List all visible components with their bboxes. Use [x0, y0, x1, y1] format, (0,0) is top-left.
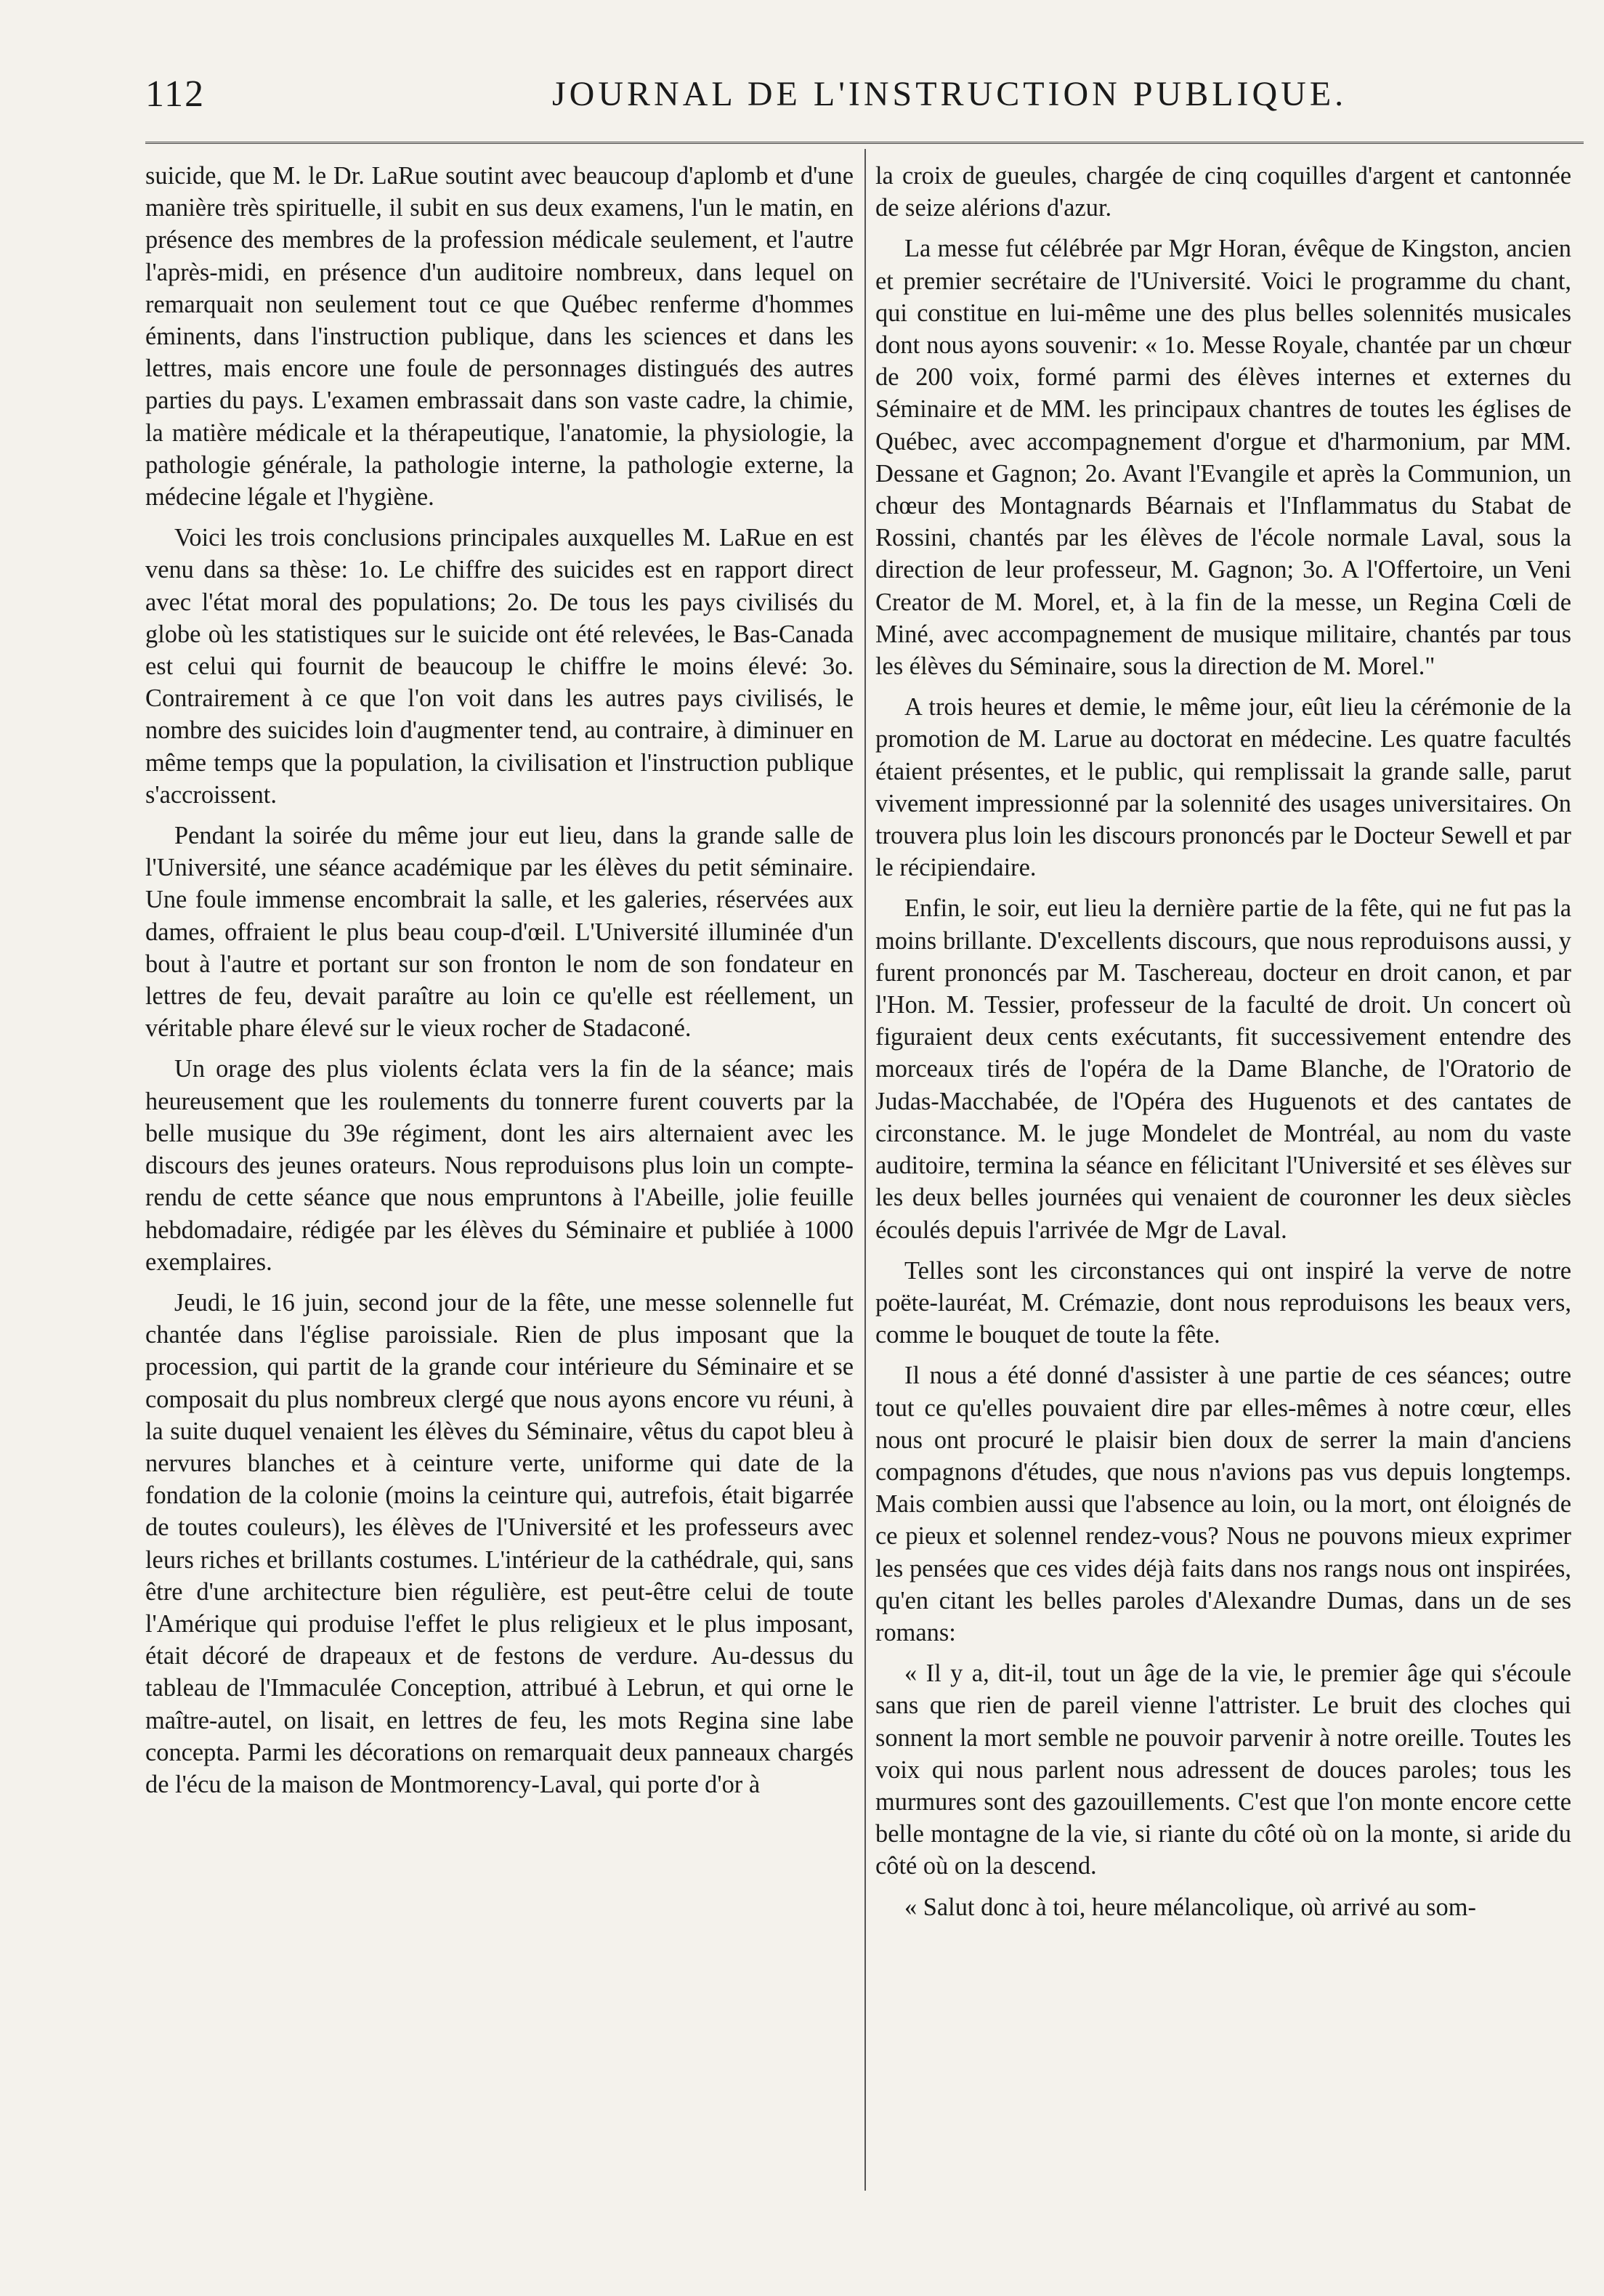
paragraph: A trois heures et demie, le même jour, eût lieu la cérémonie de la promotion de M. Larue au doctorat en médecine. Les quatre facultés étaient présentes, et le public, qui remplissait la grande salle, parut vivement impressionné par la solennité des usages universitaires. On trouvera plus loin les discours prononcés par le Docteur Sewell et par le récipiendaire.	[875, 693, 1571, 882]
paragraph: Enfin, le soir, eut lieu la dernière partie de la fête, qui ne fut pas la moins brillante. D'excellents discours, que nous reproduisons aussi, y furent prononcés par M. Taschereau, docteur en droit canon, et par l'Hon. M. Tessier, professeur de la faculté de droit. Un concert où figuraient deux cents exécutants, fit successivement entendre des morceaux tirés de l'opéra de la Dame Blanche, de l'Oratorio de Judas-Macchabée, de l'Opéra des Huguenots et des cantates de circonstance. M. le juge Mondelet de Montréal, au nom du vaste auditoire, termina la séance en félicitant l'Université et ses élèves sur les deux belles journées qui venaient de couronner les deux siècles écoulés depuis l'arrivée de Mgr de Laval.	[875, 894, 1571, 1244]
quote-paragraph: « Il y a, dit-il, tout un âge de la vie, le premier âge qui s'écoule sans que rien de pareil vienne l'attrister. Le bruit des cloches qui sonnent la mort semble ne pouvoir parvenir à notre oreille. Toutes les voix qui nous parlent nous adressent de douces paroles; tous les murmures sont des gazouillements. C'est que l'on monte encore cette belle montagne de la vie, si riante du côté où on la monte, si aride du côté où on la descend.	[875, 1660, 1571, 1880]
journal-title: JOURNAL DE L'INSTRUCTION PUBLIQUE.	[552, 75, 1348, 113]
paragraph: Il nous a été donné d'assister à une partie de ces séances; outre tout ce qu'elles pouvaient dire par elles-mêmes à notre cœur, elles nous ont procuré le plaisir bien doux de serrer la main d'anciens compagnons d'études, que nous n'avions pas vus depuis longtemps. Mais combien aussi que l'absence au loin, ou la mort, ont éloignés de ce pieux et solennel rendez-vous? Nous ne pouvons mieux exprimer les pensées que ces vides déjà faits dans nos rangs nous ont inspirées, qu'en citant les belles paroles d'Alexandre Dumas, dans un de ses romans:	[875, 1362, 1571, 1646]
column-divider	[864, 149, 866, 2191]
paragraph: suicide, que M. le Dr. LaRue soutint avec beaucoup d'aplomb et d'une manière très spirituelle, il subit en sus deux examens, l'un le matin, en présence des membres de la profession médicale seulement, et l'autre l'après-midi, en présence d'un auditoire nombreux, dans lequel on remarquait non seulement tout ce que Québec renferme d'hommes éminents, dans l'instruction publique, dans les sciences et dans les lettres, mais encore une foule de personnages distingués des autres parties du pays. L'examen embrassait dans son vaste cadre, la chimie, la matière médicale et la thérapeutique, l'anatomie, la physiologie, la pathologie générale, la pathologie interne, la pathologie externe, la médecine légale et l'hygiène.	[145, 162, 854, 512]
paragraph: la croix de gueules, chargée de cinq coquilles d'argent et cantonnée de seize alérions d'azur.	[875, 162, 1571, 222]
paragraph: Un orage des plus violents éclata vers la fin de la séance; mais heureusement que les roulements du tonnerre furent couverts par la belle musique du 39e régiment, dont les airs alternaient avec les discours des jeunes orateurs. Nous reproduisons plus loin un compte-rendu de cette séance que nous empruntons à l'Abeille, jolie feuille hebdomadaire, rédigée par les élèves du Séminaire et publiée à 1000 exemplaires.	[145, 1055, 854, 1276]
paragraph: Pendant la soirée du même jour eut lieu, dans la grande salle de l'Université, une séance académique par les élèves du petit séminaire. Une foule immense encombrait la salle, et les galeries, réservées aux dames, offraient le plus beau coup-d'œil. L'Université illuminée d'un bout à l'autre et portant sur son fronton le nom de son fondateur en lettres de feu, devait paraître au loin ce qu'elle est réellement, un véritable phare élevé sur le vieux rocher de Stadaconé.	[145, 822, 854, 1043]
paragraph: Jeudi, le 16 juin, second jour de la fête, une messe solennelle fut chantée dans l'église paroissiale. Rien de plus imposant que la procession, qui partit de la grande cour intérieure du Séminaire et se composait du plus nombreux clergé que nous ayons encore vu réuni, à la suite duquel venaient les élèves du Séminaire, vêtus du capot bleu à nervures blanches et à ceinture verte, uniforme qui date de la fondation de la colonie (moins la ceinture qui, autrefois, était bigarrée de toutes couleurs), les élèves de l'Université et les professeurs avec leurs riches et brillants costumes. L'intérieur de la cathédrale, qui, sans être d'une architecture bien régulière, est peut-être celui de toute l'Amérique qui produise l'effet le plus religieux et le plus imposant, était décoré de drapeaux et de festons de verdure. Au-dessus du tableau de l'Immaculée Conception, attribué à Lebrun, et qui orne le maître-autel, on lisait, en lettres de feu, les mots Regina sine labe concepta. Parmi les décorations on remarquait deux panneaux chargés de l'écu de la maison de Montmorency-Laval, qui porte d'or à	[145, 1288, 854, 1798]
page-number: 112	[145, 73, 206, 115]
paragraph: Telles sont les circonstances qui ont inspiré la verve de notre poëte-lauréat, M. Crémazie, dont nous reproduisons les beaux vers, comme le bouquet de toute la fête.	[875, 1256, 1571, 1349]
running-head	[145, 73, 1489, 116]
left-column	[145, 160, 854, 1809]
header-rule	[145, 142, 1584, 144]
paragraph: Voici les trois conclusions principales auxquelles M. LaRue en est venu dans sa thèse: 1o. Le chiffre des suicides est en rapport direct avec l'état moral des populations; 2o. De tous les pays civilisés du globe où les statistiques sur le suicide ont été relevées, le Bas-Canada est celui qui fournit de beaucoup le chiffre le moins élevé: 3o. Contrairement à ce que l'on voit dans les autres pays civilisés, le nombre des suicides loin d'augmenter tend, au contraire, à diminuer en même temps que la population, la civilisation et l'instruction publique s'accroissent.	[145, 524, 854, 809]
right-column	[875, 160, 1571, 1932]
paragraph: La messe fut célébrée par Mgr Horan, évêque de Kingston, ancien et premier secrétaire de l'Université. Voici le programme du chant, qui constitue en lui-même une des plus belles solennités musicales dont nous ayons souvenir: « 1o. Messe Royale, chantée par un chœur de 200 voix, formé parmi des élèves internes et externes du Séminaire et de MM. les principaux chantres de toutes les églises de Québec, avec accompagnement d'orgue et d'harmonium, par MM. Dessane et Gagnon; 2o. Avant l'Evangile et après la Communion, un chœur des Montagnards Béarnais et l'Inflammatus du Stabat de Rossini, chantés par les élèves de l'école normale Laval, sous la direction de leur professeur, M. Gagnon; 3o. A l'Offertoire, un Veni Creator de M. Morel, et, à la fin de la messe, un Regina Cœli de Miné, avec accompagnement de musique militaire, chantés par tous les élèves du Séminaire, sous la direction de M. Morel."	[875, 235, 1571, 681]
quote-paragraph: « Salut donc à toi, heure mélancolique, où arrivé au som-	[904, 1893, 1476, 1921]
